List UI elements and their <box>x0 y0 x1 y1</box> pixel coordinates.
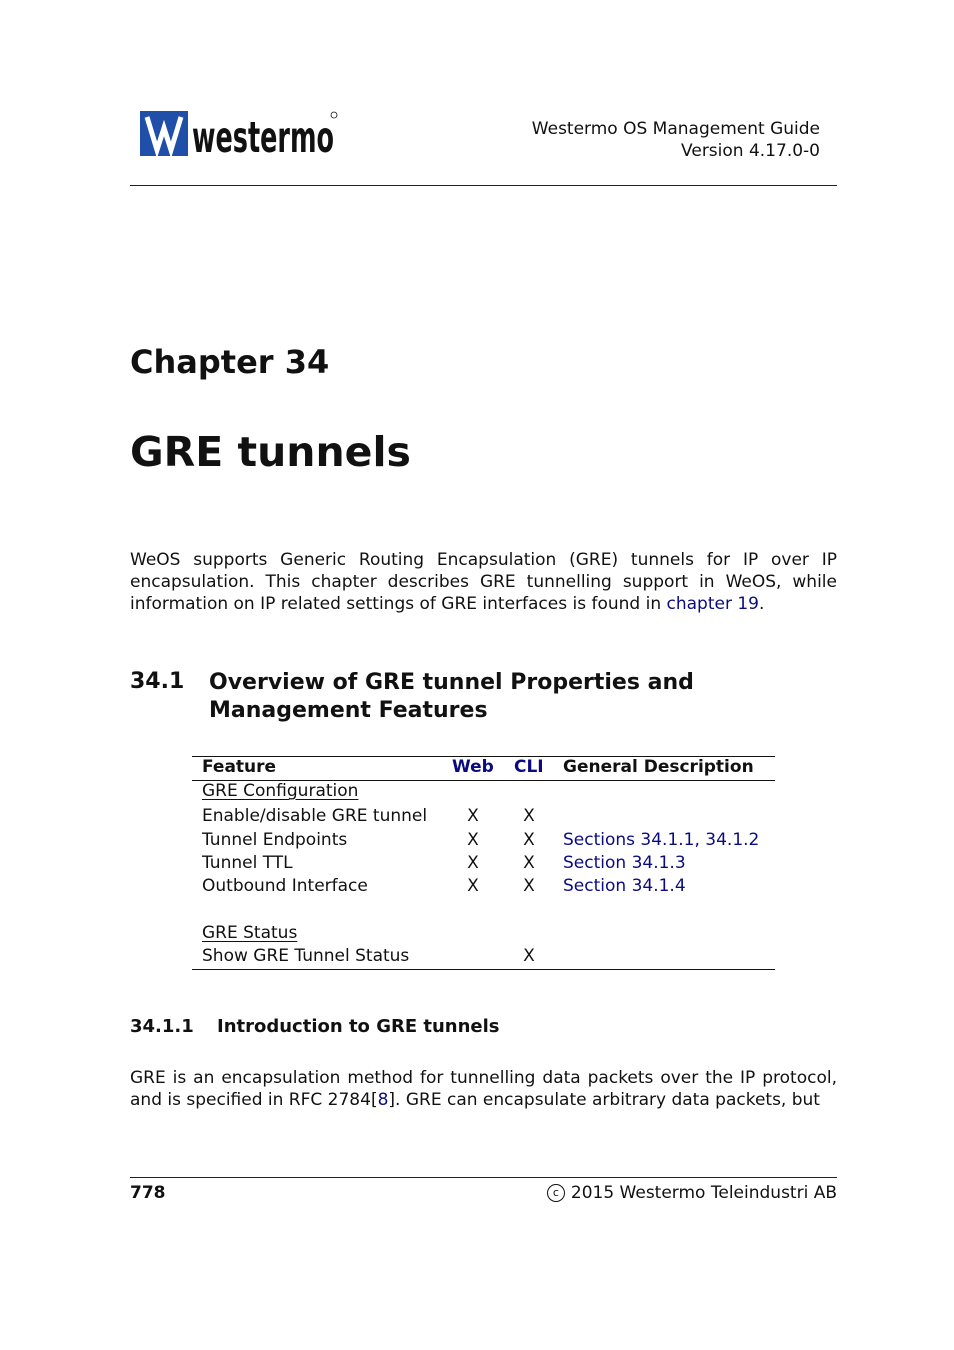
copyright-text: 2015 Westermo Teleindustri AB <box>570 1183 837 1203</box>
table-group-status: GRE Status <box>202 923 298 943</box>
subsection-number: 34.1.1 <box>130 1016 194 1037</box>
sections-link[interactable]: Sections 34.1.1, 34.1.2 <box>563 830 760 850</box>
subsection-title: Introduction to GRE tunnels <box>217 1016 500 1037</box>
table-row-web: X <box>467 853 479 873</box>
svg-text:westermo: westermo <box>192 113 334 163</box>
guide-version: Version 4.17.0-0 <box>681 141 820 161</box>
table-group-configuration: GRE Configuration <box>202 781 359 801</box>
header-rule <box>130 185 837 186</box>
page-number: 778 <box>130 1183 166 1203</box>
intro-paragraph <box>130 549 837 615</box>
table-row-feature: Outbound Interface <box>202 876 368 896</box>
table-row-cli: X <box>523 946 535 966</box>
gre-text-end: ]. GRE can encapsulate arbitrary data packets, but <box>388 1090 820 1110</box>
footer-rule <box>130 1177 837 1178</box>
chapter-title: GRE tunnels <box>130 428 411 476</box>
chapter-19-link[interactable]: chapter 19 <box>666 594 759 614</box>
table-row-feature: Tunnel TTL <box>202 853 293 873</box>
header-description: General Description <box>563 757 754 777</box>
table-row-web: X <box>467 830 479 850</box>
header-web[interactable]: Web <box>452 757 494 777</box>
section-number: 34.1 <box>130 669 185 694</box>
table-row-web: X <box>467 806 479 826</box>
gre-paragraph <box>130 1067 837 1111</box>
guide-title: Westermo OS Management Guide <box>531 119 820 139</box>
chapter-label: Chapter 34 <box>130 343 330 381</box>
header-cli[interactable]: CLI <box>514 757 544 777</box>
table-row-cli: X <box>523 876 535 896</box>
table-row-cli: X <box>523 830 535 850</box>
header-title <box>532 118 820 162</box>
section-link[interactable]: Section 34.1.3 <box>563 853 686 873</box>
copyright-icon: c <box>547 1184 565 1202</box>
section-link[interactable]: Section 34.1.4 <box>563 876 686 896</box>
table-row-feature: Enable/disable GRE tunnel <box>202 806 428 826</box>
section-title: Overview of GRE tunnel Properties and Management Features <box>209 670 694 723</box>
intro-text: WeOS supports Generic Routing Encapsulation (GRE) tunnels for IP over IP encapsulation. This chapter describes GRE tunnelling support in WeOS, while information on IP related settings of GRE interfaces is found in <box>130 550 837 614</box>
copyright <box>547 1183 837 1203</box>
table-row-cli: X <box>523 853 535 873</box>
reference-link[interactable]: 8 <box>377 1090 389 1110</box>
gre-text: GRE is an encapsulation method for tunnelling data packets over the IP protocol, and is specified in RFC 2784[ <box>130 1068 837 1110</box>
table-bottom-rule <box>192 969 775 970</box>
table-row-web: X <box>467 876 479 896</box>
table-row-feature: Show GRE Tunnel Status <box>202 946 410 966</box>
header-feature: Feature <box>202 757 277 777</box>
table-row-feature: Tunnel Endpoints <box>202 830 348 850</box>
westermo-logo <box>138 109 340 163</box>
intro-text-end: . <box>759 594 765 614</box>
table-row-cli: X <box>523 806 535 826</box>
